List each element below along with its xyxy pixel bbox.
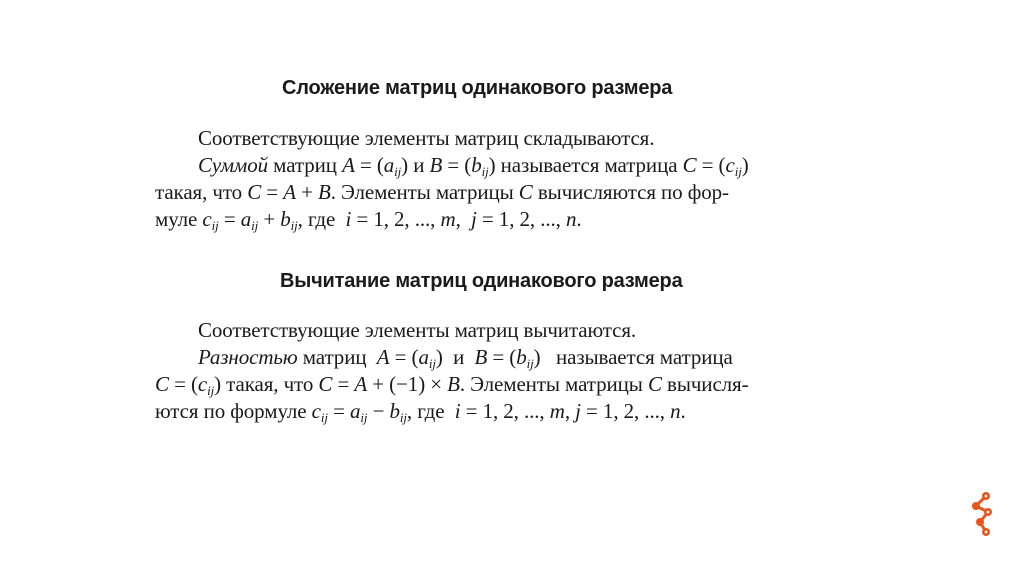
section-heading-addition: Сложение матриц одинакового размера [282,77,673,99]
addition-line-4: муле $c_{ij} = a_{ij} + b_{ij}$, где i = 1, 2, ..., m, j = 1, 2, ..., n. [155,207,582,233]
molecule-logo-icon [962,490,1002,540]
subtraction-line-4: ются по формуле $c_{ij} = a_{ij} - b_{ij}$, где i = 1, 2, ..., m, j = 1, 2, ..., n. [155,399,686,425]
addition-line-1: Соответствующие элементы матриц складываются. [198,126,655,150]
section-heading-subtraction: Вычитание матриц одинакового размера [280,270,683,292]
subtraction-line-2: Разностью матриц $A = (a_{ij})$ и $B = (b_{ij})$ называется матрица [198,345,733,371]
subtraction-line-3: $C = (c_{ij})$ такая, что C = A + (−1) × B. Элементы матрицы C вычисля- [155,372,749,398]
subtraction-line-1: Соответствующие элементы матриц вычитаются. [198,318,637,342]
addition-line-3: такая, что C = A + B. Элементы матрицы C вычисляются по фор- [155,180,729,204]
addition-line-2: Суммой матриц $A = (a_{ij})$ и $B = (b_{ij})$ называется матрица $C = (c_{ij})$ [198,153,749,179]
